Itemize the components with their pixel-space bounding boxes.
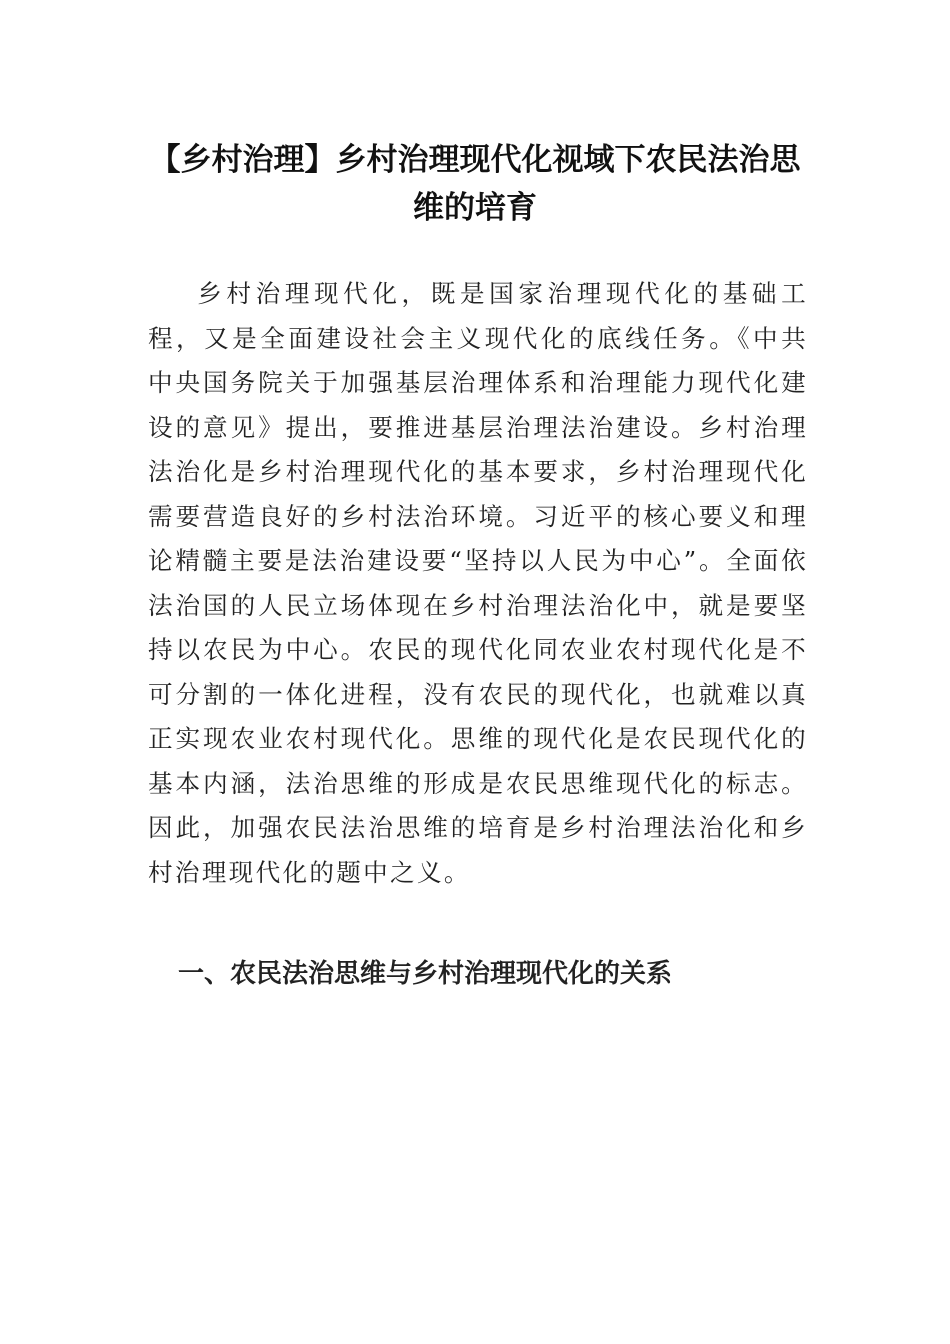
intro-paragraph: 乡村治理现代化，既是国家治理现代化的基础工程，又是全面建设社会主义现代化的底线任务。《中共中央国务院关于加强基层治理体系和治理能力现代化建设的意见》提出，要推进基层治理法治建设。乡村治理法治化是乡村治理现代化的基本要求，乡村治理现代化需要营造良好的乡村法治环境。习近平的核心要义和理论精髓主要是法治建设要“坚持以人民为中心”。全面依法治国的人民立场体现在乡村治理法治化中，就是要坚持以农民为中心。农民的现代化同农业农村现代化是不可分割的一体化进程，没有农民的现代化，也就难以真正实现农业农村现代化。思维的现代化是农民现代化的基本内涵，法治思维的形成是农民思维现代化的标志。因此，加强农民法治思维的培育是乡村治理法治化和乡村治理现代化的题中之义。 <box>148 279 808 887</box>
section-heading: 一、农民法治思维与乡村治理现代化的关系 <box>178 959 673 989</box>
document-title: 【乡村治理】乡村治理现代化视域下农民法治思维的培育 <box>149 142 801 226</box>
